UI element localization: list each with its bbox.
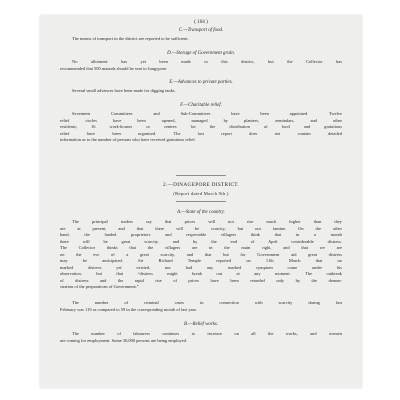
text-line: on the eve of a great scarcity, and that but for Government aid great distress xyxy=(60,251,342,257)
paragraph-criminal-cases xyxy=(60,300,342,313)
text-line: observation, but that “distress might break out at any moment. The outbreak xyxy=(60,271,342,276)
section-heading-advances: E.—Advances to private parties. xyxy=(169,80,233,85)
paragraph-transport-of-food xyxy=(60,36,342,43)
text-line: The number of criminal cases in connection with scarcity during last xyxy=(72,300,342,305)
text-line: The means of transport in the district are reported to be sufficient. xyxy=(72,36,189,41)
section-heading-state-of-country: A.—State of the country. xyxy=(177,210,225,215)
text-line: The number of labourers continues to increase on all the works, and women xyxy=(72,331,342,336)
text-line: hand, the landed proprietors and respectable villagers think that in a month xyxy=(60,232,342,237)
text-line: relief have been organised. The last report does not contain detailed xyxy=(60,130,342,136)
document-page xyxy=(40,15,362,388)
text-line: of distress and the rapid rise of prices have been retarded only by the demon- xyxy=(60,277,342,283)
report-date: (Report dated March 9th.) xyxy=(173,191,229,196)
section-heading-transport-of-food: C.—Transport of food. xyxy=(178,28,224,33)
text-line: residents; 16 work-houses or centres for the distribution of food and gratuitous xyxy=(60,124,342,129)
section-heading-storage-of-grain: D.—Storage of Government grain. xyxy=(167,51,235,56)
paragraph-storage-of-grain xyxy=(60,59,342,72)
separator-rule xyxy=(176,201,226,202)
district-title: 2.—DINAGEPORE DISTRICT. xyxy=(162,182,240,188)
text-line: The Collector thinks that the villagers are in the main right, and that we are xyxy=(60,245,342,250)
text-line: Seventeen Committees and Sub-Committees have been appointed. Twelve xyxy=(72,111,342,116)
text-line: may be anticipated. Sir Richard Temple reported on 11th March that no xyxy=(60,258,342,263)
text-line: February was 119 as compared to 59 in the corresponding month of last year. xyxy=(60,306,197,312)
text-line: relief circles have been opened, managed by planters, zemindars, and other xyxy=(60,117,342,123)
text-line: stration of the preparations of Government.” xyxy=(60,284,139,289)
paragraph-state-of-country xyxy=(60,219,342,291)
section-heading-charitable-relief: F.—Charitable relief. xyxy=(180,103,222,108)
paragraph-charitable-relief xyxy=(60,111,342,144)
text-line: No allotment has yet been made to this district, but the Collector has xyxy=(72,59,342,64)
text-line: are at present, and that there will be scarcity, but not famine. On the other xyxy=(60,225,342,231)
text-line: are coming for employment. Some 30,000 persons are being employed. xyxy=(60,337,187,343)
page-number: ( 104 ) xyxy=(194,19,208,25)
text-line: marked distress yet existed, nor had any marked symptom come under his xyxy=(60,264,342,270)
paragraph-advances xyxy=(60,88,342,95)
text-line: there will be great scarcity, and by the end of April considerable distress. xyxy=(60,238,342,244)
paragraph-relief-works xyxy=(60,331,342,344)
text-line: The principal traders say that prices will not rise much higher than they xyxy=(72,219,342,224)
separator-rule xyxy=(176,175,226,176)
text-line: Several small advances have been made for digging tanks. xyxy=(72,88,176,93)
text-line: recommended that 500 maunds should be sent to Jungypore. xyxy=(60,65,168,71)
section-heading-relief-works: B.—Relief works. xyxy=(183,322,219,327)
text-line: information as to the number of persons who have received gratuitous relief. xyxy=(60,137,196,142)
